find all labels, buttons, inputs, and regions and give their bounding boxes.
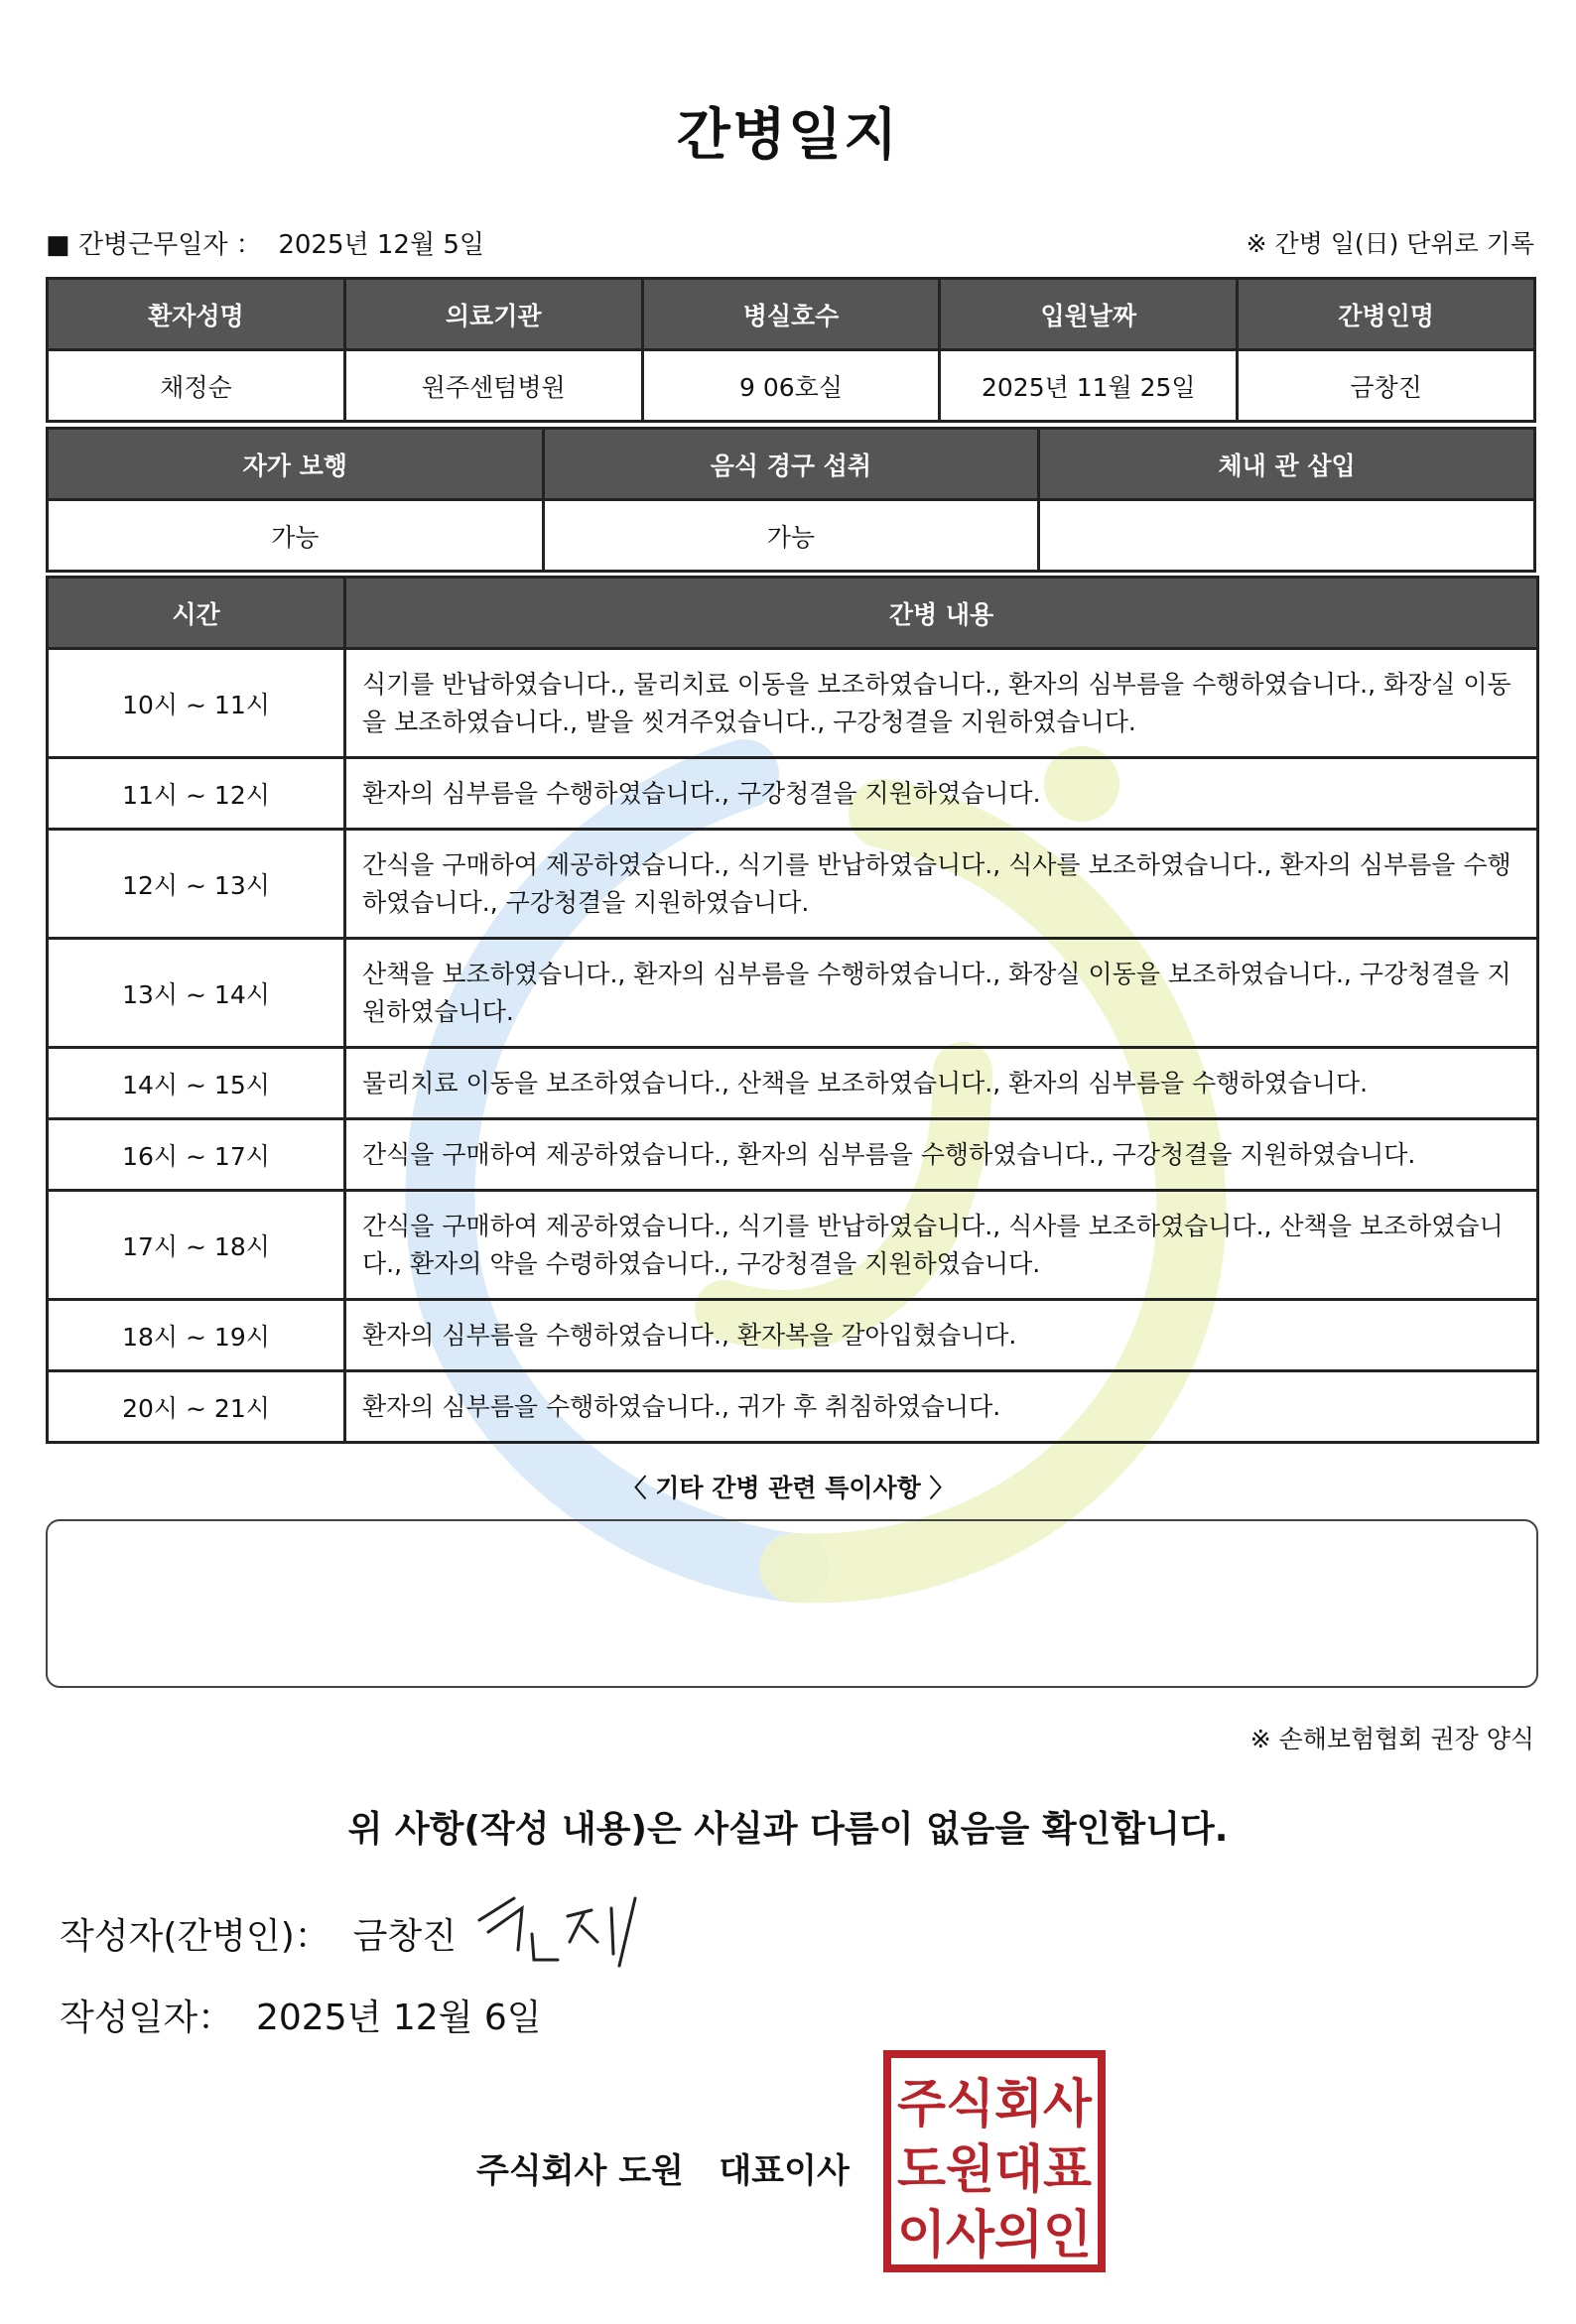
tube-insertion-value xyxy=(1039,500,1535,572)
table-row xyxy=(48,939,1538,1048)
work-date-value: 2025년 12월 5일 xyxy=(278,230,484,260)
row-content: 간식을 구매하여 제공하였습니다., 식기를 반납하였습니다., 식사를 보조하였습니다., 환자의 심부름을 수행하였습니다., 구강청결을 지원하였습니다. xyxy=(345,830,1538,939)
header-time: 시간 xyxy=(48,578,345,649)
unit-note: ※ 간병 일(日) 단위로 기록 xyxy=(1246,229,1534,258)
header-patient-name: 환자성명 xyxy=(48,279,345,350)
work-date-label: ■ 간병근무일자 ： xyxy=(46,230,262,260)
table-row xyxy=(48,830,1538,939)
write-date-value: 2025년 12월 6일 xyxy=(256,1998,542,2038)
row-time: 20시 ~ 21시 xyxy=(48,1371,345,1443)
row-content: 환자의 심부름을 수행하였습니다., 환자복을 갈아입혔습니다. xyxy=(345,1300,1538,1371)
header-care-content: 간병 내용 xyxy=(345,578,1538,649)
care-log-table xyxy=(46,576,1539,1444)
row-time: 10시 ~ 11시 xyxy=(48,649,345,758)
signature xyxy=(474,1890,653,1970)
svg-text:이사의인: 이사의인 xyxy=(897,2206,1092,2265)
table-row xyxy=(48,1191,1538,1300)
work-date-line xyxy=(46,224,484,261)
row-time: 17시 ~ 18시 xyxy=(48,1191,345,1300)
row-time: 14시 ~ 15시 xyxy=(48,1048,345,1119)
row-time: 12시 ~ 13시 xyxy=(48,830,345,939)
table-row xyxy=(48,1119,1538,1191)
header-room: 병실호수 xyxy=(642,279,940,350)
patient-status-table xyxy=(46,427,1536,573)
table-row xyxy=(48,1048,1538,1119)
header-hospital: 의료기관 xyxy=(344,279,642,350)
confirmation-statement: 위 사항(작성 내용)은 사실과 다름이 없음을 확인합니다. xyxy=(347,1809,1229,1850)
association-note: ※ 손해보험협회 권장 양식 xyxy=(1249,1725,1534,1753)
writer-label: 작성자(간병인)： xyxy=(60,1916,330,1957)
writer-name: 금창진 xyxy=(352,1916,457,1957)
row-time: 11시 ~ 12시 xyxy=(48,758,345,830)
row-content: 식기를 반납하였습니다., 물리치료 이동을 보조하였습니다., 환자의 심부름을 수행하였습니다., 화장실 이동을 보조하였습니다., 발을 씻겨주었습니다., 구강청결을 지원하였습니다. xyxy=(345,649,1538,758)
patient-name: 채정순 xyxy=(48,350,345,422)
self-walking-value: 가능 xyxy=(48,500,544,572)
remarks-box xyxy=(46,1519,1538,1688)
svg-text:주식회사: 주식회사 xyxy=(897,2075,1093,2134)
patient-info-table xyxy=(46,277,1536,423)
caregiver-name: 금창진 xyxy=(1238,350,1535,422)
header-admission-date: 입원날짜 xyxy=(940,279,1238,350)
document-title: 간병일지 xyxy=(676,103,900,168)
company-seal xyxy=(883,2050,1106,2272)
row-content: 환자의 심부름을 수행하였습니다., 구강청결을 지원하였습니다. xyxy=(345,758,1538,830)
row-time: 16시 ~ 17시 xyxy=(48,1119,345,1191)
oral-intake-value: 가능 xyxy=(543,500,1039,572)
row-time: 13시 ~ 14시 xyxy=(48,939,345,1048)
writer-line xyxy=(60,1908,457,1959)
table-row xyxy=(48,1300,1538,1371)
remarks-title: 〈 기타 간병 관련 특이사항 〉 xyxy=(621,1474,955,1502)
row-content: 간식을 구매하여 제공하였습니다., 환자의 심부름을 수행하였습니다., 구강청결을 지원하였습니다. xyxy=(345,1119,1538,1191)
svg-text:도원대표: 도원대표 xyxy=(897,2140,1092,2200)
row-content: 물리치료 이동을 보조하였습니다., 산책을 보조하였습니다., 환자의 심부름을 수행하였습니다. xyxy=(345,1048,1538,1119)
header-oral-intake: 음식 경구 섭취 xyxy=(543,429,1039,500)
header-tube-insertion: 체내 관 삽입 xyxy=(1039,429,1535,500)
row-content: 간식을 구매하여 제공하였습니다., 식기를 반납하였습니다., 식사를 보조하였습니다., 산책을 보조하였습니다., 환자의 약을 수령하였습니다., 구강청결을 지원하였습니다. xyxy=(345,1191,1538,1300)
write-date-line xyxy=(60,1990,542,2040)
table-row xyxy=(48,649,1538,758)
table-row xyxy=(48,1371,1538,1443)
write-date-label: 작성일자： xyxy=(60,1998,234,2038)
row-time: 18시 ~ 19시 xyxy=(48,1300,345,1371)
row-content: 산책을 보조하였습니다., 환자의 심부름을 수행하였습니다., 화장실 이동을 보조하였습니다., 구강청결을 지원하였습니다. xyxy=(345,939,1538,1048)
room-number: 9 06호실 xyxy=(642,350,940,422)
row-content: 환자의 심부름을 수행하였습니다., 귀가 후 취침하였습니다. xyxy=(345,1371,1538,1443)
hospital-name: 원주센텀병원 xyxy=(344,350,642,422)
header-self-walking: 자가 보행 xyxy=(48,429,544,500)
admission-date: 2025년 11월 25일 xyxy=(940,350,1238,422)
company-representative: 주식회사 도원 대표이사 xyxy=(476,2151,850,2191)
table-row xyxy=(48,758,1538,830)
header-caregiver-name: 간병인명 xyxy=(1238,279,1535,350)
